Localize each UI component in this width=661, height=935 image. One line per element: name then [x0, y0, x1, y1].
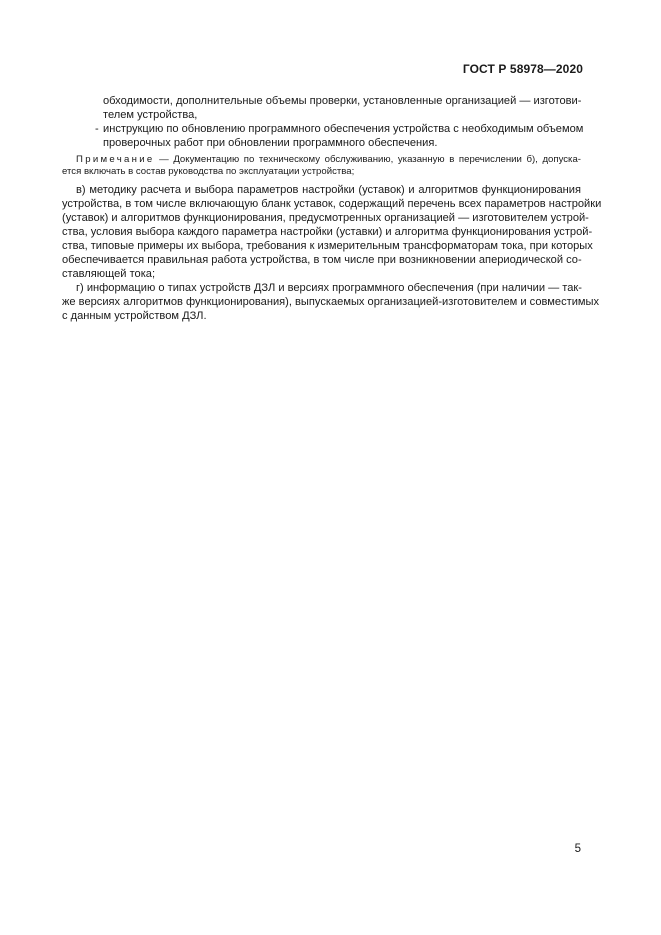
- note-label: Примечание: [76, 154, 155, 165]
- item-v-line-7: ставляющей тока;: [62, 268, 156, 280]
- list-dash-marker: -: [95, 123, 99, 135]
- item-g-line-1: г) информацию о типах устройств ДЗЛ и версиях программного обеспечения (при наличии — так-: [76, 282, 582, 294]
- item-v-line-4: ства, условия выбора каждого параметра настройки (уставки) и алгоритма функционирования устрой-: [62, 226, 593, 238]
- page-number: 5: [574, 843, 581, 855]
- item-v-line-6: обеспечивается правильная работа устройства, в том числе при возникновении апериодической со-: [62, 254, 582, 266]
- list-item-continuation-line-2: телем устройства,: [103, 109, 198, 121]
- note-line-1: [76, 154, 581, 166]
- standard-number-header: ГОСТ Р 58978—2020: [462, 62, 583, 76]
- item-v-line-3: (уставок) и алгоритмов функционирования, предусмотренных организацией — изготовителем устрой-: [62, 212, 589, 224]
- list-item-firmware-line-1: инструкцию по обновлению программного обеспечения устройства с необходимым объемом: [103, 123, 584, 135]
- item-v-line-1: в) методику расчета и выбора параметров настройки (уставок) и алгоритмов функционирования: [76, 184, 581, 196]
- note-line-2: ется включать в состав руководства по эксплуатации устройства;: [62, 166, 355, 177]
- item-v-line-5: ства, типовые примеры их выбора, требования к измерительным трансформаторам тока, при которых: [62, 240, 593, 252]
- item-g-line-2: же версиях алгоритмов функционирования), выпускаемых организацией-изготовителем и совместимых: [62, 296, 600, 308]
- note-text-line-1: — Документацию по техническому обслуживанию, указанную в перечислении б), допуска-: [154, 154, 581, 165]
- item-g-line-3: с данным устройством ДЗЛ.: [62, 310, 207, 322]
- list-item-continuation-line-1: обходимости, дополнительные объемы проверки, установленные организацией — изготови-: [103, 95, 582, 107]
- list-item-firmware-line-2: проверочных работ при обновлении программного обеспечения.: [103, 137, 438, 149]
- item-v-line-2: устройства, в том числе включающую бланк уставок, содержащий перечень всех параметров настройки: [62, 198, 602, 210]
